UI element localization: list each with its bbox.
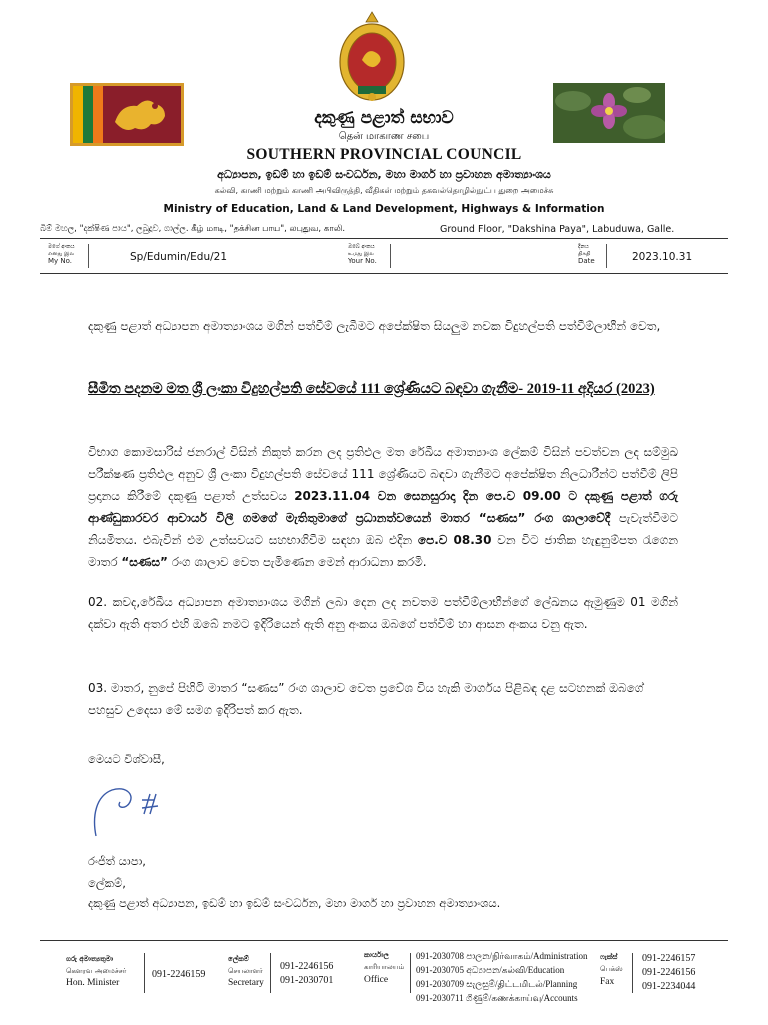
ministry-name-tamil: கல்வி, காணி மற்றும் காணி அபிவிருத்தி, வீதிகள் மற்றும் தகவல்தொழில்நுட்ப துறை அமைச்சு [214,186,554,195]
reference-row [40,238,728,274]
office-label-en: Office [364,975,389,985]
fax-label-si: ෆැක්ස් [600,953,618,961]
minister-label-si: ගරු අමාත්‍යතුමා [66,955,114,963]
address-local: බිම් මහල, "දක්ෂිණ පාය", ලබුදූව, ගාල්ල. கீழ் மாடி, "தக்சின பாய", லபுதுவ, காலி. [40,224,346,234]
signature [90,780,180,842]
subject-line: සීමිත පදනම මත ශ්‍රී ලංකා විදුහල්පති සේවයේ 111 ශ්‍රේණියට බඳවා ගැනීම- 2019-11 අදියර (2023) [88,381,655,397]
address-english: Ground Floor, "Dakshina Paya", Labuduwa, Galle. [440,224,675,235]
my-no-value: Sp/Edumin/Edu/21 [130,251,228,263]
paragraph-3: 03. මාතර, නුපේ පිහිටි මාතර “සණස” රංග ශාලාව වෙත ප්‍රවේශ විය හැකි මාර්ගය පිළිබඳ දළ සටහනක් ඔබගේ පහසුව උදෙසා මේ සමග ඉදිරිපත් කර ඇත. [88,681,644,717]
secretary-label-si: ලේකම් [228,955,249,963]
your-no-label: ඔබේ අංකය உமது இல Your No. [348,244,377,265]
signatory-ministry: දකුණු පළාත් අධ්‍යාපන, ඉඩම් හා ඉඩම් සංවර්ධන, මහා මාර්ග හා ප්‍රවාහන අමාත්‍යාංශය. [88,896,501,910]
council-name-tamil: தென் மாகாண சபை [338,131,430,142]
ministry-name-english: Ministry of Education, Land & Land Development, Highways & Information [163,203,605,215]
minister-label-ta: கௌரவ அமைச்சர் [66,967,127,975]
council-name-sinhala: දකුණු පළාත් සභාව [314,108,454,128]
minister-phone: 091-2246159 [152,969,206,980]
signatory-name: රංජිත් යාපා, [88,854,146,868]
secretary-phone-2: 091-2030701 [280,975,334,986]
fax-label-en: Fax [600,977,615,987]
fax-number-1: 091-2246157 [642,953,696,964]
minister-label-en: Hon. Minister [66,978,120,988]
office-label-ta: காரியாலயம் [364,963,405,971]
ministry-name-sinhala: අධ්‍යාපන, ඉඩම් හා ඉඩම් සංවර්ධන, මහා මාර්ග හා ප්‍රවාහන අමාත්‍යාංශය [217,168,551,181]
office-label-si: කාර්යාල [364,951,389,959]
secretary-phone-1: 091-2246156 [280,961,334,972]
paragraph-1: විභාග කොමසාරිස් ජනරාල් විසින් නිකුත් කරන ලද ප්‍රතිඵල මත රේඛීය අමාත්‍යාංශ ලේකම් විසින් පවත්වන ලද සම්මුඛ පරීක්ෂණ ප්‍රතිඵල අනුව ශ්‍රී ලංකා විදුහල්පති සේවයේ 111 ශ්‍රේණියට බඳවා ගැනීමට අපේක්ෂිත නිලධාරීන්ට පත්වීම් ලිපි ප්‍රදානය කිරීමේ දකුණු පළාත් උත්සවය 2023.11.04 වන සෙනසුරාදා දින පෙ.ව 09.00 ට දකුණු පළාත් ගරු ආණ්ඩුකාරවර ආචාර්ය විලී ගමගේ මැතිතුමාගේ ප්‍රධානත්වයෙන් මාතර “සණස” රංග ශාලාවේදී පැවැත්වීමට නියමිතය. එබැවින් එම උත්සවයට සහභාගිවීම සඳහා ඔබ එදින පෙ.ව 08.30 වන විට ජාතික හැඳුනුම්පත රැගෙන මාතර “සණස” රංග ශාලාව වෙත පැමිණෙන මෙන් ආරාධනා කරමි. [88,445,678,569]
office-line-education: 091-2030705 අධ්‍යාපන/கல்வி/Education [416,965,565,975]
date-label: දිනය திகதி Date [578,244,595,265]
fax-number-3: 091-2234044 [642,981,696,992]
secretary-label-ta: செயலாளர் [228,967,263,975]
secretary-label-en: Secretary [228,978,264,988]
date-value: 2023.10.31 [632,251,693,263]
footer [40,940,728,1025]
office-line-planning: 091-2030709 සැලසුම්/திட்டமிடல்/Planning [416,979,578,989]
recipient: දකුණු පළාත් අධ්‍යාපන අමාත්‍යාංශය මගින් පත්වීම් ලැබීමට අපේක්ෂිත සියලුම නවක විදුහල්පති පත්වීම්ලාභීන් වෙත, [88,319,661,333]
paragraph-2: 02. කවද,රේඛීය අධ්‍යාපන අමාත්‍යාංශය මගින් ලබා දෙන ලද නවතම පත්වීම්ලාභීන්ගේ ලේඛනය ඇමුණුම 01 මගින් දක්වා ඇති අතර එහි ඔබේ නමට ඉදිරියෙන් ඇති අනු අංකය ඔබගේ පත්වීම් හා ආසන අංකය වනු ඇත. [88,595,678,631]
address-line [40,224,730,235]
office-line-accounts: 091-2030711 ගිණුම්/கணக்காய்வு/Accounts [416,993,578,1003]
office-line-admin: 091-2030708 පාලන/நிர்வாகம்/Administration [416,951,588,961]
fax-label-ta: பெக்ஸ் [600,965,623,973]
council-name-english: SOUTHERN PROVINCIAL COUNCIL [246,146,522,163]
fax-number-2: 091-2246156 [642,967,696,978]
closing: මෙයට විශ්වාසී, [88,752,165,766]
my-no-label: මගේ අංකය எனது இல My No. [48,244,75,265]
signatory-title: ලේකම්, [88,876,126,890]
national-emblem-icon [336,8,408,104]
